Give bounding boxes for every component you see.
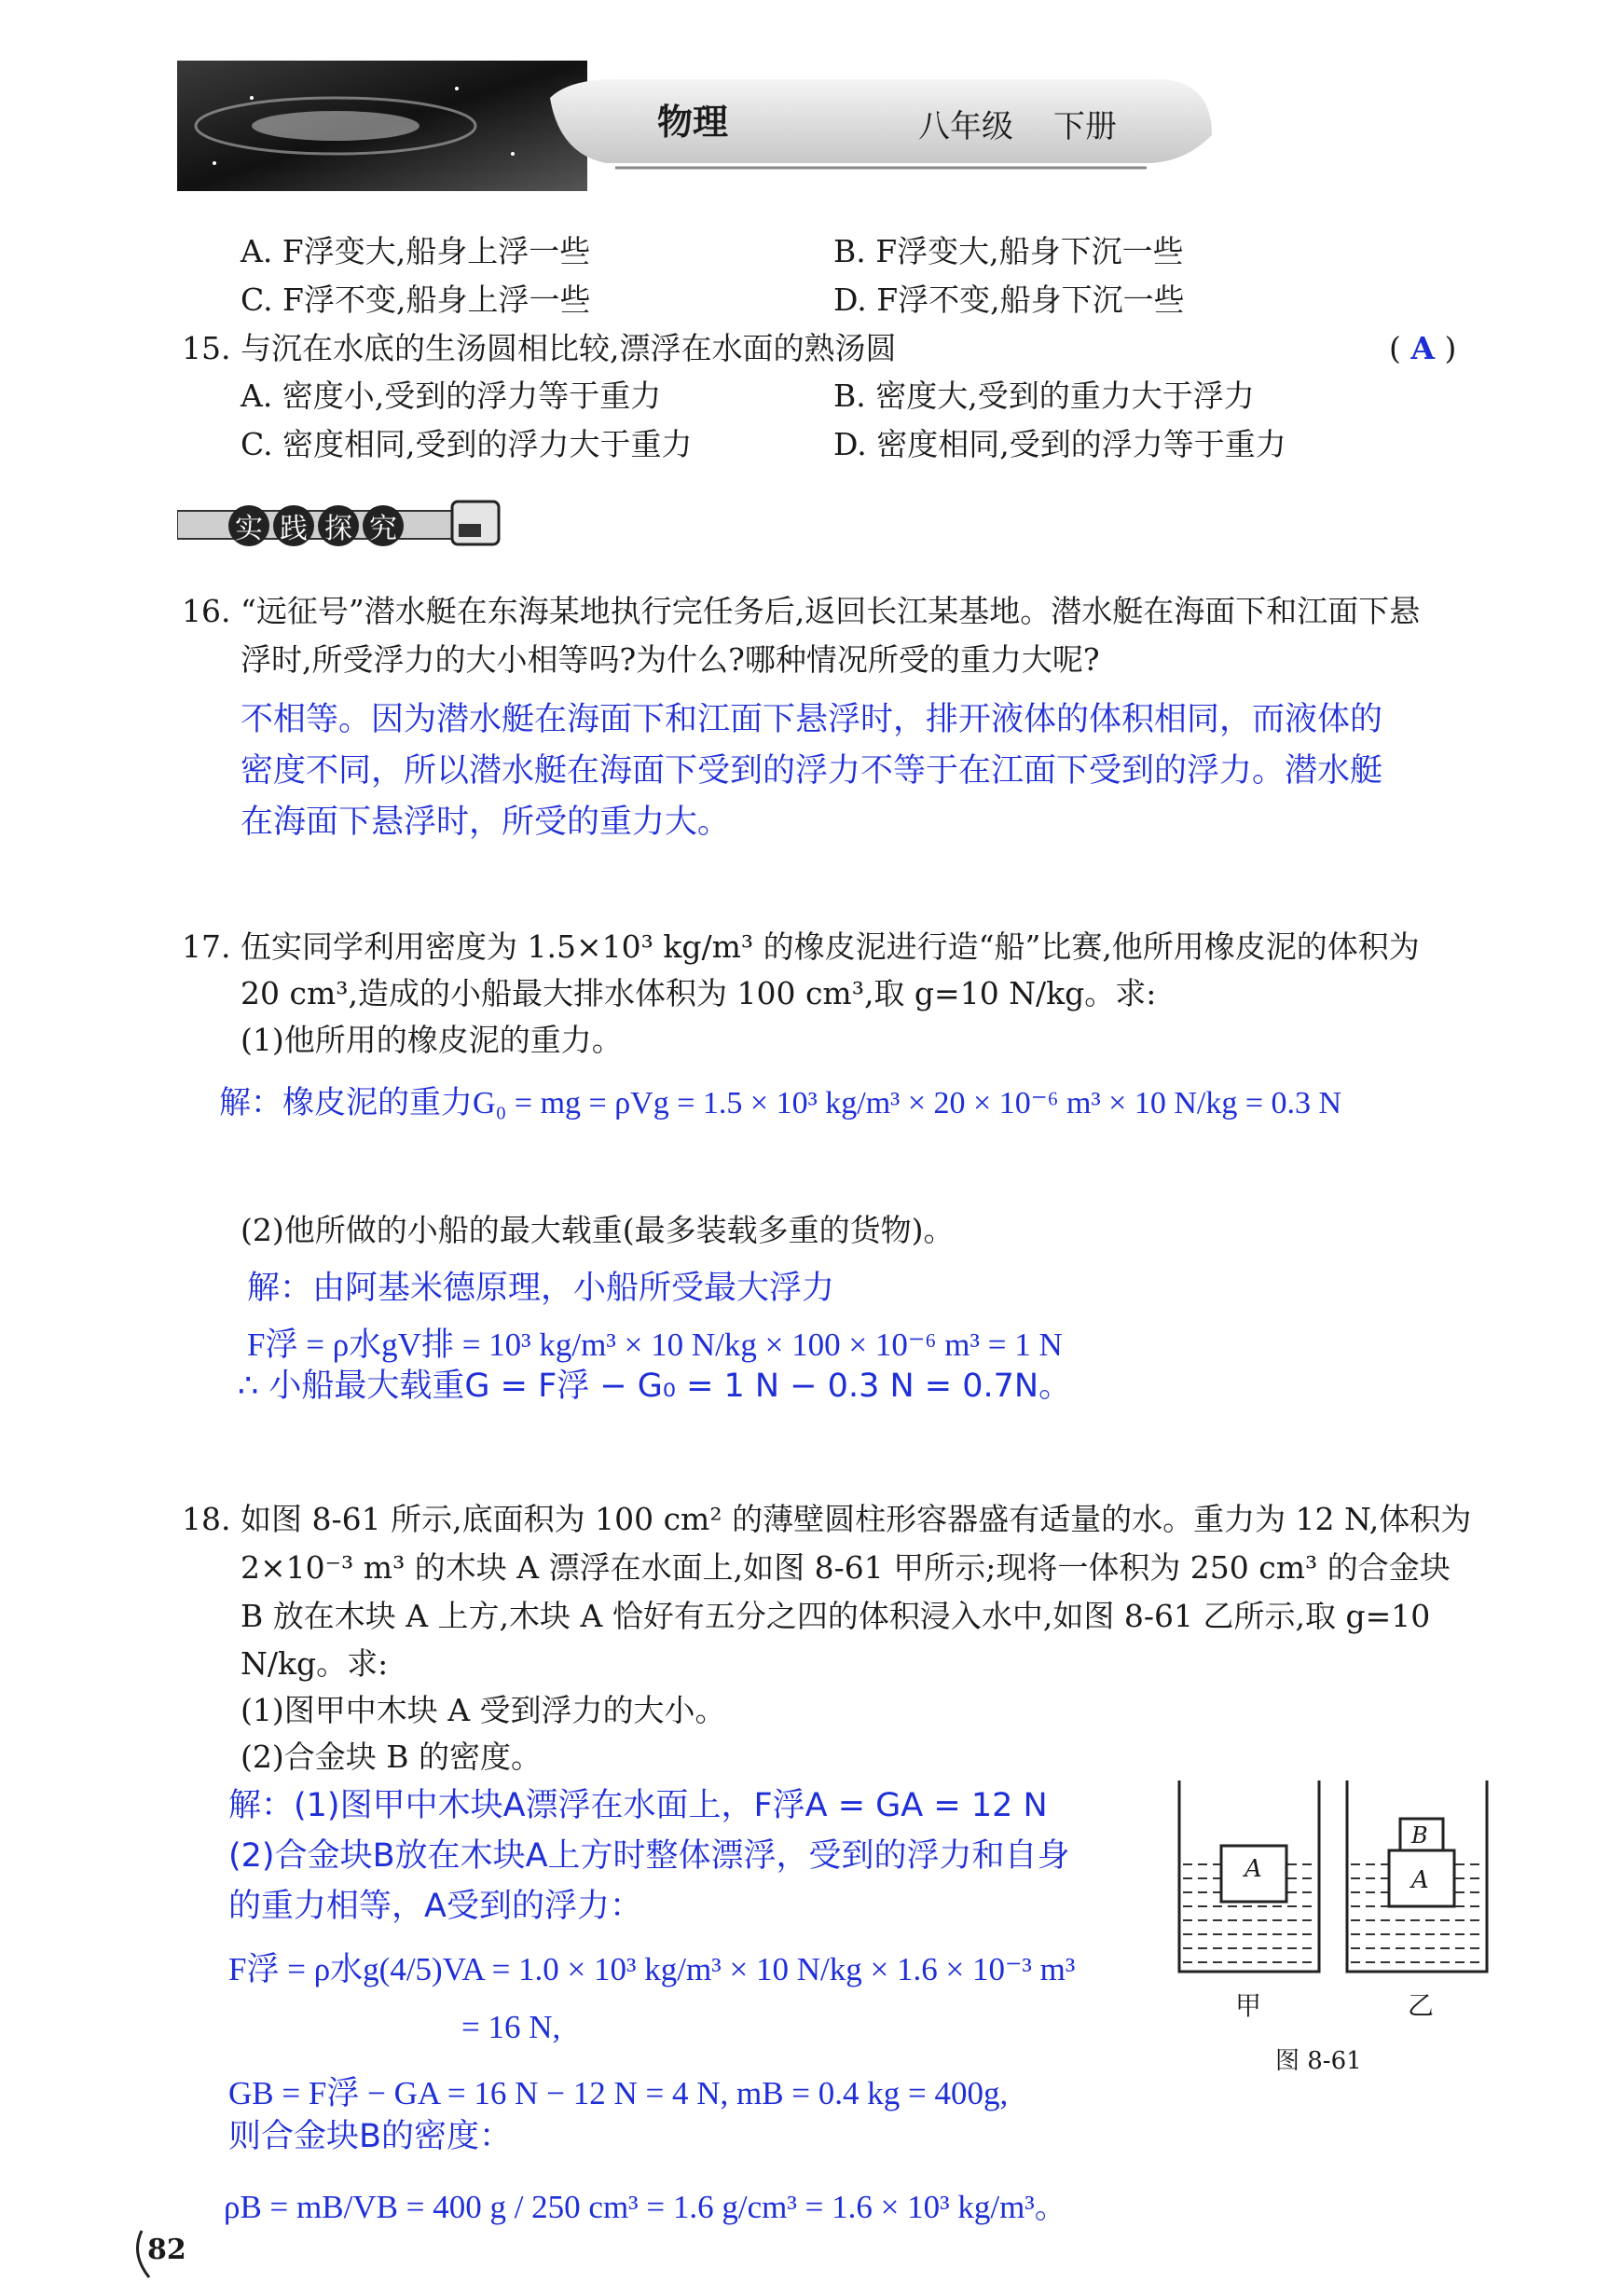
- q16-answer-3: 在海面下悬浮时，所受的重力大。: [241, 804, 731, 841]
- q16-line-1: “远征号”潜水艇在东海某地执行完任务后,返回长江某基地。潜水艇在海面下和江面下悬: [241, 593, 1421, 629]
- q15-option-c: C. 密度相同,受到的浮力大于重力: [241, 426, 693, 462]
- q15-answer: A: [1410, 330, 1435, 366]
- figure-label-yi: 乙: [1408, 1990, 1435, 2021]
- figure-label-jia: 甲: [1235, 1990, 1262, 2021]
- q16-line-2: 浮时,所受浮力的大小相等吗?为什么?哪种情况所受的重力大呢?: [241, 641, 1100, 678]
- block-a-label-yi: A: [1411, 1866, 1429, 1894]
- q14-option-c: C. F浮不变,船身上浮一些: [241, 282, 591, 318]
- q15-option-a: A. 密度小,受到的浮力等于重力: [241, 378, 662, 414]
- section-char-3: 探: [318, 505, 359, 546]
- q17-solution-2-line-1: 解：由阿基米德原理，小船所受最大浮力: [247, 1270, 835, 1307]
- q14-option-a: A. F浮变大,船身上浮一些: [241, 233, 591, 269]
- q17-number: 17.: [182, 928, 231, 965]
- page-number: 82: [147, 2234, 186, 2266]
- q14-option-b: B. F浮变大,船身下沉一些: [833, 233, 1184, 269]
- q16-answer-1: 不相等。因为潜水艇在海面下和江面下悬浮时，排开液体的体积相同，而液体的: [241, 701, 1383, 738]
- section-char-1: 实: [228, 505, 269, 546]
- q18-solution-8: ρB = mB/VB = 400 g / 250 cm³ = 1.6 g/cm³ = 1.6 × 10³ kg/m³。: [224, 2189, 1067, 2225]
- q17-line-2: 20 cm³,造成的小船最大排水体积为 100 cm³,取 g=10 N/kg。求:: [241, 975, 1157, 1011]
- q17-sub-2: (2)他所做的小船的最大载重(最多装载多重的货物)。: [241, 1212, 955, 1248]
- header-grade: 八年级: [918, 108, 1013, 145]
- q15-option-b: B. 密度大,受到的重力大于浮力: [833, 378, 1255, 414]
- q18-line-4: N/kg。求:: [241, 1645, 389, 1682]
- q18-solution-2: (2)合金块B放在木块A上方时整体漂浮，受到的浮力和自身: [228, 1837, 1070, 1875]
- q15-stem: 与沉在水底的生汤圆相比较,漂浮在水面的熟汤圆: [241, 330, 897, 366]
- q18-sub-1: (1)图甲中木块 A 受到浮力的大小。: [241, 1692, 726, 1728]
- q18-line-1: 如图 8-61 所示,底面积为 100 cm² 的薄壁圆柱形容器盛有适量的水。重力为 12 N,体积为: [241, 1501, 1472, 1537]
- q15-answer-bracket: ( A ): [1389, 330, 1457, 366]
- section-char-4: 究: [363, 505, 404, 546]
- q17-line-1: 伍实同学利用密度为 1.5×10³ kg/m³ 的橡皮泥进行造“船”比赛,他所用橡皮泥的体积为: [241, 928, 1420, 965]
- block-a-label-jia: A: [1245, 1855, 1262, 1883]
- header-subject: 物理: [657, 102, 729, 143]
- q17-solution-2-line-3: ∴ 小船最大载重G = F浮 − G₀ = 1 N − 0.3 N = 0.7N。: [238, 1368, 1072, 1405]
- q18-line-3: B 放在木块 A 上方,木块 A 恰好有五分之四的体积浸入水中,如图 8-61 乙所示,取 g=10: [241, 1598, 1431, 1634]
- q15-number: 15.: [182, 330, 231, 366]
- q15-option-d: D. 密度相同,受到的浮力等于重力: [833, 426, 1286, 462]
- q17-sub-1: (1)他所用的橡皮泥的重力。: [241, 1022, 623, 1058]
- q18-solution-6: GB = F浮 − GA = 16 N − 12 N = 4 N, mB = 0.4 kg = 400g,: [228, 2075, 1009, 2111]
- section-banner: [177, 492, 531, 552]
- q16-answer-2: 密度不同，所以潜水艇在海面下受到的浮力不等于在江面下受到的浮力。潜水艇: [241, 752, 1383, 790]
- header-volume: 下册: [1053, 108, 1117, 145]
- section-char-2: 践: [273, 505, 314, 546]
- page-number-badge: [131, 2226, 196, 2282]
- q17-solution-2-line-2: F浮 = ρ水gV排 = 10³ kg/m³ × 10 N/kg × 100 × 10⁻⁶ m³ = 1 N: [247, 1327, 1063, 1363]
- q18-solution-5: = 16 N,: [461, 2009, 561, 2045]
- q18-solution-3: 的重力相等，A受到的浮力：: [228, 1888, 642, 1925]
- q18-solution-1: 解：(1)图甲中木块A漂浮在水面上，F浮A = GA = 12 N: [228, 1787, 1048, 1824]
- q17-solution-1: 解：橡皮泥的重力G₀ = mg = ρVg = 1.5 × 10³ kg/m³ × 20 × 10⁻⁶ m³ × 10 N/kg = 0.3 N: [219, 1086, 1342, 1121]
- q18-solution-4: F浮 = ρ水g(4/5)VA = 1.0 × 10³ kg/m³ × 10 N/kg × 1.6 × 10⁻³ m³: [228, 1951, 1076, 1987]
- figure-8-61: [1170, 1776, 1506, 2000]
- q16-number: 16.: [182, 593, 231, 629]
- q14-option-d: D. F浮不变,船身下沉一些: [833, 282, 1185, 318]
- q18-line-2: 2×10⁻³ m³ 的木块 A 漂浮在水面上,如图 8-61 甲所示;现将一体积为 250 cm³ 的合金块: [241, 1549, 1451, 1586]
- q18-number: 18.: [182, 1501, 231, 1537]
- block-b-label-yi: B: [1411, 1822, 1428, 1849]
- figure-caption: 图 8-61: [1275, 2047, 1362, 2075]
- q18-sub-2: (2)合金块 B 的密度。: [241, 1739, 542, 1775]
- q18-solution-7: 则合金块B的密度：: [228, 2118, 513, 2155]
